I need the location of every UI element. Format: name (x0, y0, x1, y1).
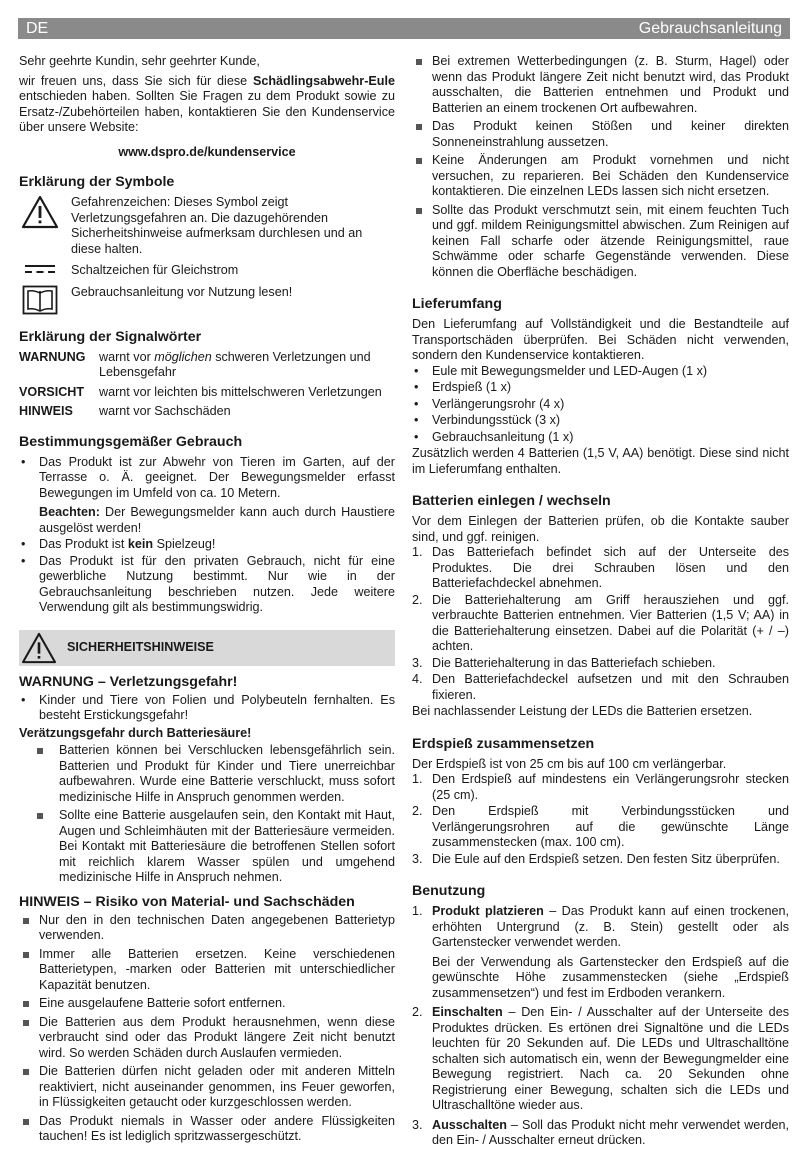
acid-list (19, 743, 395, 886)
intro-paragraph: wir freuen uns, dass Sie sich für diese Schädlingsabwehr-Eule entschieden haben. Sollten Sie Fragen zu dem Produkt sowie zu Ersatz-/Zubehörteilen haben, kontaktieren Sie den Kundenservice über unsere Website: (19, 73, 395, 134)
warning-triangle-icon (19, 195, 61, 229)
left-column (19, 54, 395, 1148)
list-item: • Das Produkt ist zur Abwehr von Tieren im Garten, auf der Terrasse o. Ä. geeignet. Der Bewegungsmelder erfasst Bewegungen im Umfeld von ca. 10 Metern. Beachten: Der Bewegungsmelder kann auch durch Haustiere ausgelöst werden! (19, 455, 395, 537)
warning-list (19, 693, 395, 724)
signal-word-row (19, 385, 395, 401)
step-item: 2. Einschalten – Den Ein- / Ausschalter auf der Unterseite des Produktes drücken. Es ertönen drei Signaltöne und die LEDs leuchten für 20 Sekunden auf. Die LEDs und Ultraschalltöne schalten sich automatisch ein, wenn der Bewegungmelder eine Bewegung registriert. Nach ca. 20 Sekunden ohne Registrierung einer Bewegung, schalten sich die LEDs und Ultraschalltöne wieder aus. (412, 1005, 789, 1112)
list-item: Das Produkt keinen Stößen und keiner direkten Sonneneinstrahlung aussetzen. (412, 119, 789, 150)
scope-intro: Den Lieferumfang auf Vollständigkeit und die Bestandteile auf Transportschäden überprüfen. Bei Schäden nicht verwenden, sondern den Kundenservice kontaktieren. (412, 317, 789, 362)
symbol-row (19, 263, 395, 279)
list-item: • Erdspieß (1 x) (412, 380, 789, 396)
list-item: • Das Produkt ist für den privaten Gebrauch, nicht für eine gewerbliche Nutzung bestimmt. Nur wie in der Gebrauchsanleitung beschrieben nutzen. Jede weitere Verwendung gilt als bestimmungswidrig. (19, 554, 395, 616)
list-item: • Gebrauchsanleitung (1 x) (412, 430, 789, 446)
notice-heading: HINWEIS – Risiko von Material- und Sachschäden (19, 893, 355, 910)
list-item: Immer alle Batterien ersetzen. Keine verschiedenen Batterietypen, -marken oder Batterien mit unterschiedlicher Kapazität benutzen. (19, 947, 395, 994)
signal-word-row (19, 350, 395, 381)
step-item: 1. Den Erdspieß auf mindestens ein Verlängerungsrohr stecken (25 cm). (412, 772, 789, 802)
step-item: 4. Den Batteriefachdeckel aufsetzen und mit den Schrauben fixieren. (412, 672, 789, 702)
warning-heading: WARNUNG – Verletzungsgefahr! (19, 673, 238, 690)
scope-outro: Zusätzlich werden 4 Batterien (1,5 V, AA) benötigt. Diese sind nicht im Lieferumfang enthalten. (412, 446, 789, 476)
greeting: Sehr geehrte Kundin, sehr geehrter Kunde, (19, 54, 260, 68)
symbol-description: Gefahrenzeichen: Dieses Symbol zeigt Verletzungsgefahren an. Die dazugehörenden Sicherheitshinweise aufmerksam durchlesen und an diese halten. (71, 195, 363, 256)
note: Beachten: Der Bewegungsmelder kann auch durch Haustiere ausgelöst werden! (39, 505, 395, 535)
intended-use-list (19, 455, 395, 616)
step-item: 3. Ausschalten – Soll das Produkt nicht mehr verwendet werden, den Ein- / Ausschalter erneut drücken. (412, 1117, 789, 1147)
product-name: Schädlingsabwehr-Eule (252, 73, 395, 88)
symbol-row (19, 195, 395, 257)
symbol-row (19, 285, 395, 315)
acid-heading: Verätzungsgefahr durch Batteriesäure! (19, 725, 252, 740)
stake-heading: Erdspieß zusammensetzen (412, 735, 595, 752)
list-item: Nur den in den technischen Daten angegebenen Batterietyp verwenden. (19, 913, 395, 944)
notice-list (19, 913, 395, 1145)
batteries-intro: Vor dem Einlegen der Batterien prüfen, ob die Kontakte sauber sind, und ggf. reinigen. (412, 514, 789, 544)
signal-term: VORSICHT (19, 384, 85, 399)
signal-description: warnt vor leichten bis mittelschweren Verletzungen (99, 384, 382, 399)
safety-banner-title: SICHERHEITSHINWEISE (67, 639, 214, 654)
list-item: Batterien können bei Verschlucken lebensgefährlich sein. Batterien und Produkt für Kinder und Tiere unerreichbar aufbewahren. Wurde eine Batterie verschluckt, muss sofort medizinische Hilfe in Anspruch genommen werden. (19, 743, 395, 805)
scope-list (412, 364, 789, 446)
right-column (412, 54, 789, 1150)
list-item: Die Batterien dürfen nicht geladen oder mit anderen Mitteln reaktiviert, nicht auseinander genommen, ins Feuer geworfen, in Flüssigkeiten getaucht oder kurzgeschlossen werden. (19, 1064, 395, 1111)
list-item: Die Batterien aus dem Produkt herausnehmen, wenn diese verbraucht sind oder das Produkt längere Zeit nicht benutzt wird. So werden Schäden durch Auslaufen vermieden. (19, 1015, 395, 1062)
list-item: Sollte das Produkt verschmutzt sein, mit einem feuchten Tuch und ggf. mildem Reinigungsmittel abwischen. Zum Reinigen auf keinen Fall scharfe oder ätzende Reinigungsmittel, raue Schwämme oder scharfe Gegenstände verwenden. Diese können die Oberfläche beschädigen. (412, 203, 789, 281)
page-header (18, 18, 790, 39)
list-item: Eine ausgelaufene Batterie sofort entfernen. (19, 996, 395, 1012)
stake-intro: Der Erdspieß ist von 25 cm bis auf 100 cm verlängerbar. (412, 756, 727, 771)
list-item: • Kinder und Tiere von Folien und Polybeuteln fernhalten. Es besteht Erstickungsgefahr! (19, 693, 395, 724)
step-item: 3. Die Eule auf den Erdspieß setzen. Den festen Sitz überprüfen. (412, 851, 780, 866)
stake-steps (412, 772, 789, 867)
direct-current-icon (19, 263, 61, 275)
signal-term: WARNUNG (19, 349, 86, 364)
website-link[interactable]: www.dspro.de/kundenservice (118, 144, 296, 159)
batteries-heading: Batterien einlegen / wechseln (412, 493, 611, 509)
usage-steps (412, 904, 789, 1149)
list-item: • Verlängerungsrohr (4 x) (412, 397, 789, 413)
step-item: 1. Das Batteriefach befindet sich auf der Unterseite des Produktes. Die drei Schrauben lösen und den Batteriefachdeckel abnehmen. (412, 545, 789, 590)
symbol-description: Schaltzeichen für Gleichstrom (71, 263, 239, 277)
step-item: 1. Produkt platzieren – Das Produkt kann auf einen trockenen, erhöhten Untergrund (z. B. Stein) gestellt oder als Gartenstecker verwendet werden. Bei der Verwendung als Gartenstecker den Erdspieß auf die gewünschte Höhe zusammenstecken (siehe „Erdspieß zusammensetzen“) und fest im Erdboden verankern. (412, 904, 789, 1000)
list-item: Keine Änderungen am Produkt vornehmen und nicht versuchen, zu reparieren. Bei Schäden den Kundenservice kontaktieren. Die einzelnen LEDs lassen sich nicht ersetzen. (412, 153, 789, 200)
signal-term: HINWEIS (19, 404, 73, 418)
scope-heading: Lieferumfang (412, 296, 502, 312)
step-subtext: Bei der Verwendung als Gartenstecker den Erdspieß auf die gewünschte Höhe zusammenstecken (siehe „Erdspieß zusammensetzen“) und fest im Erdboden verankern. (432, 954, 789, 1000)
warning-triangle-icon (19, 632, 59, 664)
list-item: • Verbindungsstück (3 x) (412, 413, 789, 429)
signal-words-heading: Erklärung der Signalwörter (19, 328, 202, 345)
intended-use-heading: Bestimmungsgemäßer Gebrauch (19, 433, 243, 450)
language-code: DE (26, 20, 49, 37)
symbols-heading: Erklärung der Symbole (19, 174, 175, 190)
list-item: • Das Produkt ist kein Spielzeug! (19, 537, 395, 553)
list-item: • Eule mit Bewegungsmelder und LED-Augen (1 x) (412, 364, 789, 380)
signal-word-row (19, 404, 395, 420)
document-title: Gebrauchsanleitung (638, 20, 782, 37)
safety-banner (19, 630, 395, 666)
list-item: Sollte eine Batterie ausgelaufen sein, den Kontakt mit Haut, Augen und Schleimhäuten mit der Batteriesäure vermeiden. Bei Kontakt mit Batteriesäure die betroffenen Stellen sofort mit reichlich klarem Wasser spülen und umgehend medizinische Hilfe in Anspruch nehmen. (19, 808, 395, 886)
batteries-steps (412, 545, 789, 703)
list-item: Bei extremen Wetterbedingungen (z. B. Sturm, Hagel) oder wenn das Produkt längere Zeit nicht benutzt wird, das Produkt ausschalten, die Batterien entnehmen und Produkt und Batterien an einem trockenen Ort aufbewahren. (412, 54, 789, 116)
list-item: Das Produkt niemals in Wasser oder andere Flüssigkeiten tauchen! Es ist lediglich spritzwassergeschützt. (19, 1114, 395, 1145)
step-item: 2. Die Batteriehalterung am Griff herausziehen und ggf. verbrauchte Batterien entnehmen. Vier Batterien (1,5 V; AA) in die Batteriehalterung einsetzen. Dabei auf die Polarität (+ / –) achten. (412, 592, 789, 653)
usage-heading: Benutzung (412, 883, 486, 899)
step-item: 3. Die Batteriehalterung in das Batteriefach schieben. (412, 655, 716, 670)
signal-description: warnt vor Sachschäden (99, 404, 231, 418)
step-item: 2. Den Erdspieß mit Verbindungsstücken und Verlängerungsrohren auf die gewünschte Länge zusammenstecken (max. 100 cm). (412, 804, 789, 849)
symbol-description: Gebrauchsanleitung vor Nutzung lesen! (71, 284, 293, 299)
batteries-outro: Bei nachlassender Leistung der LEDs die Batterien ersetzen. (412, 704, 753, 718)
manual-book-icon (19, 285, 61, 315)
notice-list-continued (412, 54, 789, 280)
signal-description: warnt vor möglichen schweren Verletzungen und Lebensgefahr (99, 349, 371, 379)
